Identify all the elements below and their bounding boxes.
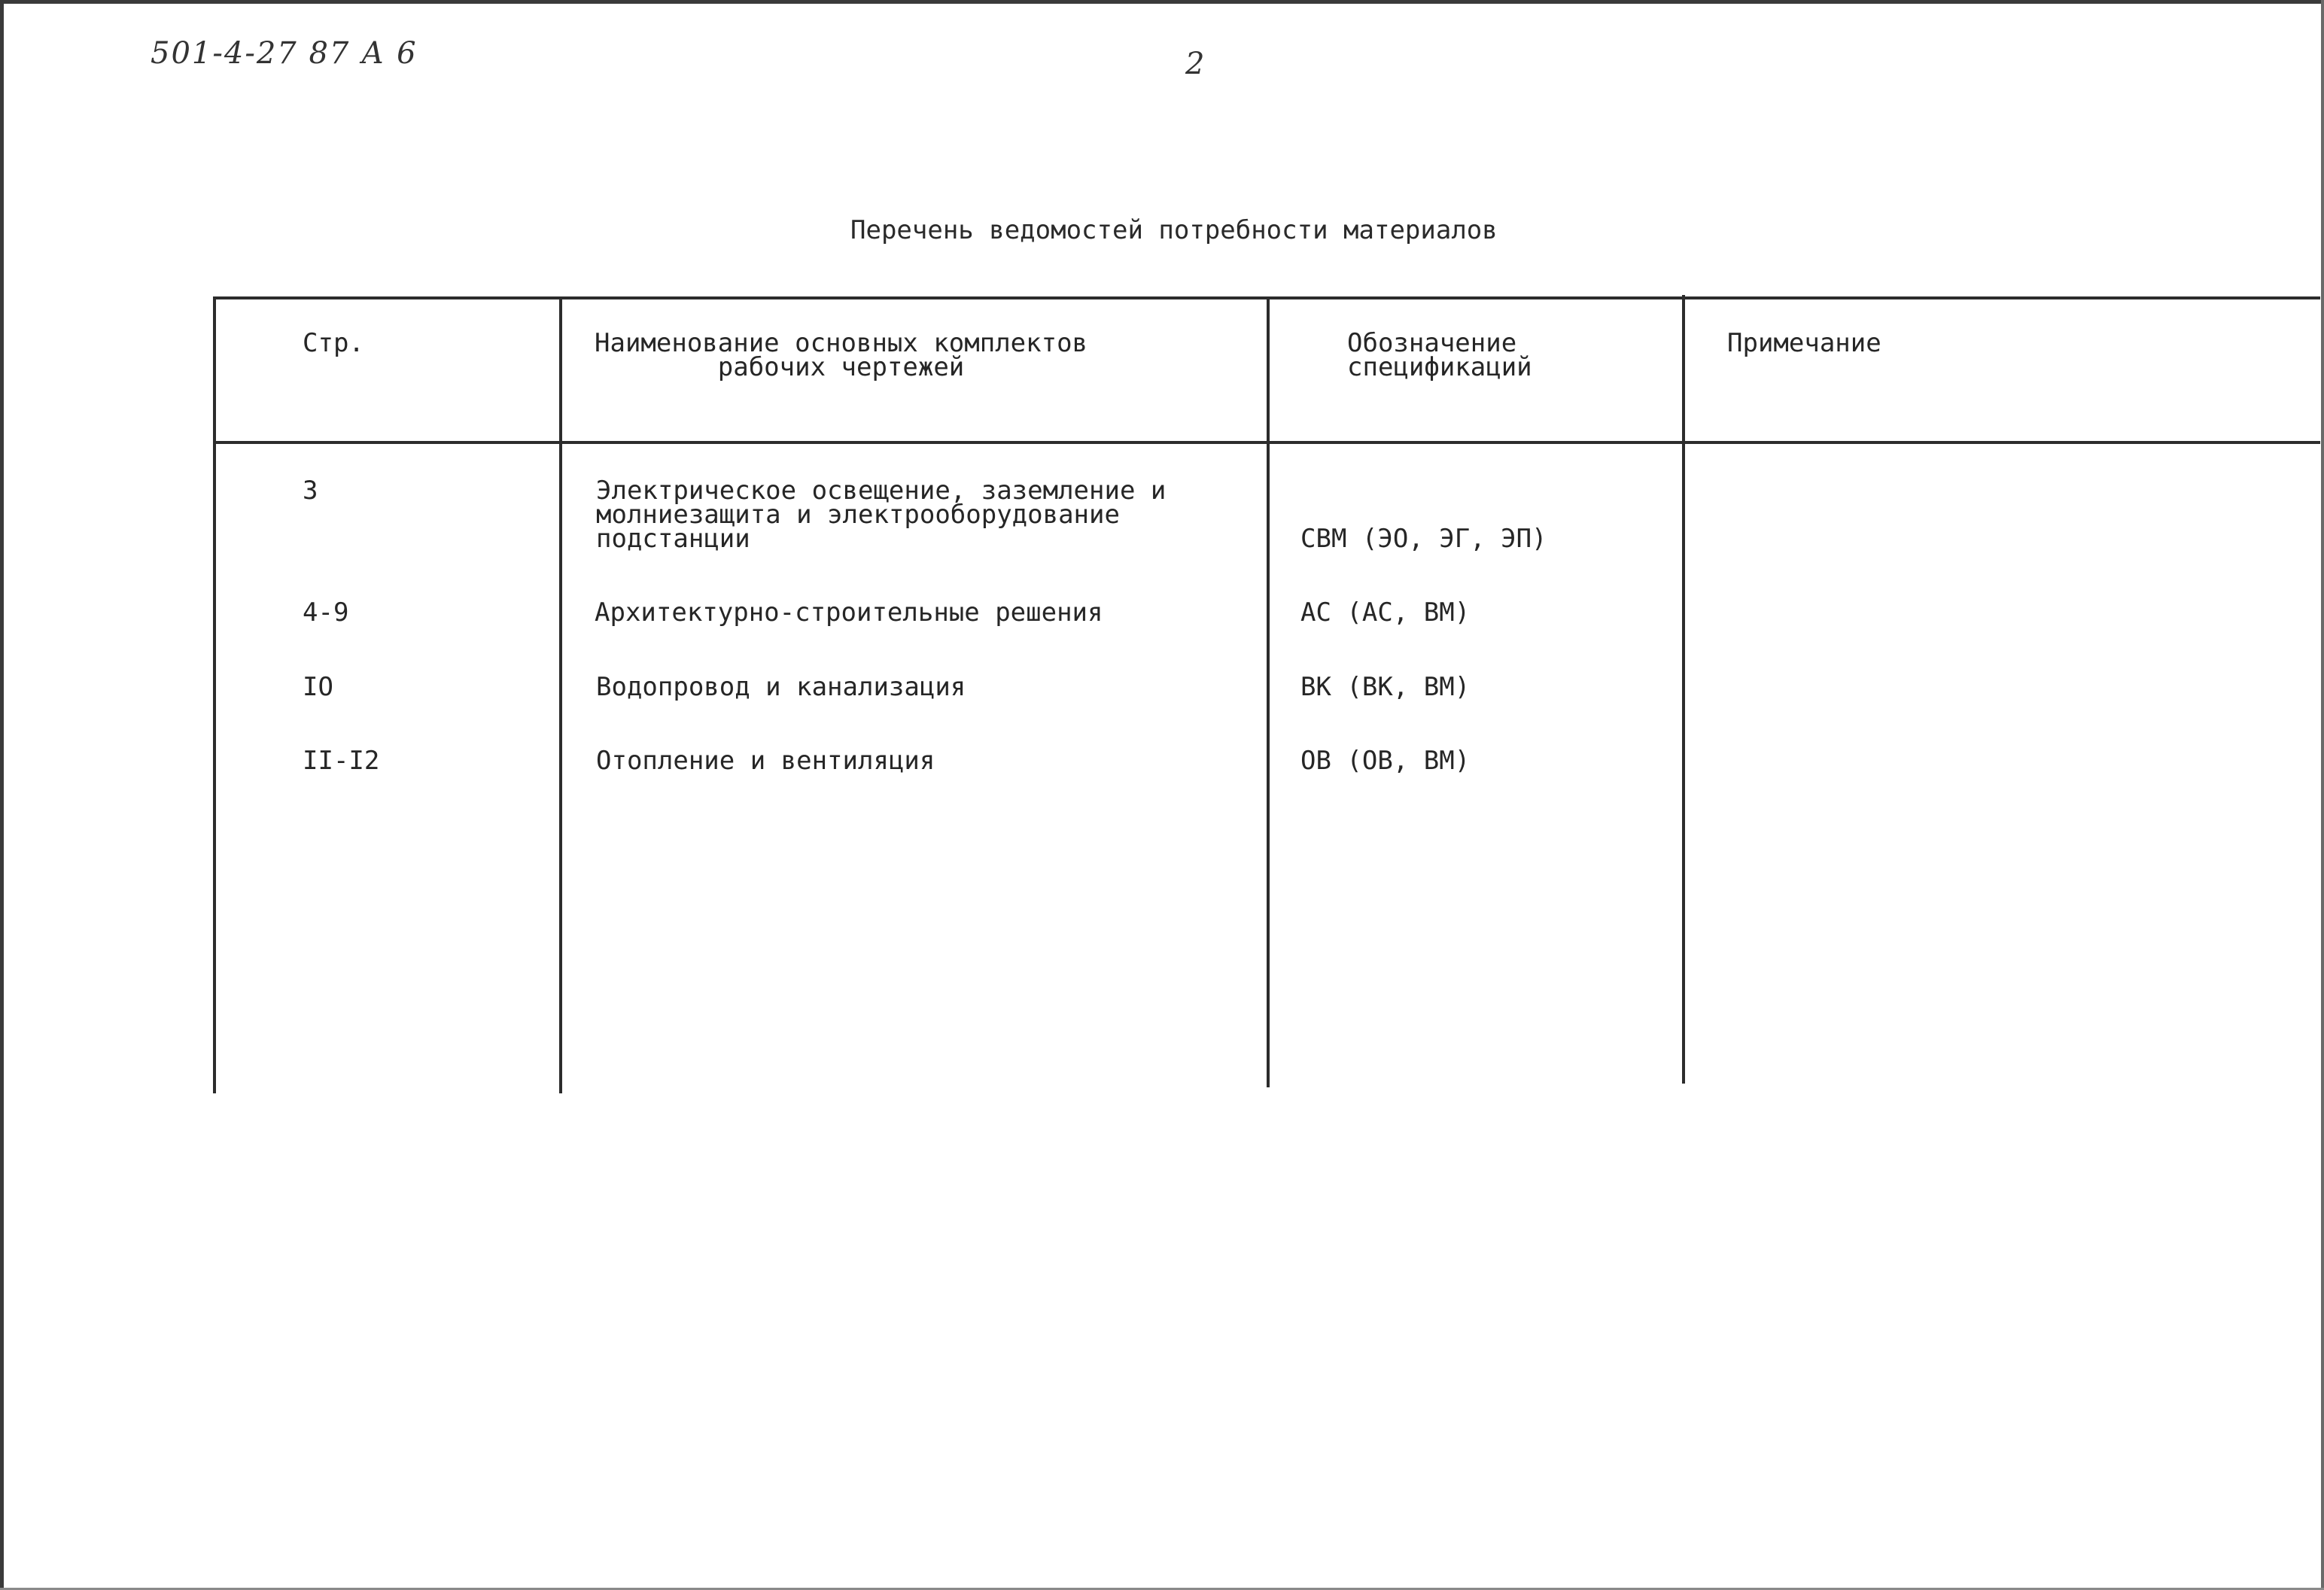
document-title: Перечень ведомостей потребности материалов — [850, 215, 1498, 245]
row-name: Отопление и вентиляция — [596, 746, 935, 776]
row-name: Архитектурно-строительные решения — [595, 597, 1103, 628]
row-page: II-I2 — [303, 746, 380, 776]
column-divider-3 — [1682, 295, 1685, 1084]
document-code: 501-4-27 87 А 6 — [151, 36, 418, 71]
row-name: Электрическое освещение, заземление и молниезащита и электрооборудование подстанции — [596, 476, 1167, 554]
row-page: 4-9 — [303, 597, 349, 628]
row-designation: АС (АС, ВМ) — [1300, 597, 1471, 628]
row-page: IO — [303, 672, 333, 702]
sheet-border-left — [0, 0, 4, 1590]
column-header-designation: Обозначение спецификаций — [1347, 328, 1532, 382]
row-page: 3 — [303, 476, 318, 506]
page-number: 2 — [1185, 47, 1205, 81]
sheet-border-right — [2321, 0, 2324, 1590]
column-divider-2 — [1267, 297, 1270, 1087]
row-designation: ОВ (ОВ, ВМ) — [1300, 746, 1471, 776]
row-name: Водопровод и канализация — [596, 672, 966, 702]
column-header-note: Примечание — [1727, 328, 1881, 358]
row-designation: ВК (ВК, ВМ) — [1300, 672, 1471, 702]
column-header-name: Наименование основных комплектов рабочих чертежей — [595, 328, 1088, 382]
sheet-border-top — [0, 0, 2324, 4]
table-left-border — [213, 299, 216, 1093]
column-header-page: Стр. — [303, 328, 364, 358]
row-designation: СВМ (ЭО, ЭГ, ЭП) — [1300, 524, 1547, 554]
column-divider-1 — [559, 299, 562, 1093]
